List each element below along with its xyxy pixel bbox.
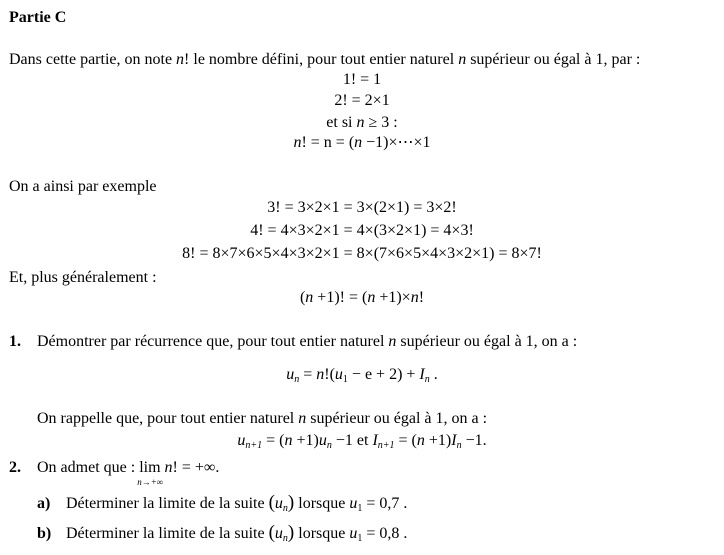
definition-1: 1! = 1 bbox=[342, 71, 382, 88]
example-8: 8! = 8×7×6×5×4×3×2×1 = 8×(7×6×5×4×3×2×1) = 8×7! bbox=[182, 245, 542, 262]
recall-paragraph: On rappelle que, pour tout entier naturel n supérieur ou égal à 1, on a : bbox=[37, 410, 488, 427]
recall-formula: $u_{n+1} = (n +1)u_n -1$ et $I_{n+1} = (n +1)I_n -1$. bbox=[237, 432, 487, 451]
definition-general: n! = n = (n −1)×⋯×1 bbox=[293, 134, 431, 151]
general-intro: Et, plus généralement : bbox=[9, 269, 157, 286]
example-3: 3! = 3×2×1 = 3×(2×1) = 3×2! bbox=[267, 199, 457, 216]
example-intro: On a ainsi par exemple bbox=[9, 178, 157, 195]
definition-condition: et si n ≥ 3 : bbox=[326, 114, 398, 131]
question-2a: a) Déterminer la limite de la suite $(u_n)$ lorsque $u_1 = 0,7$ . bbox=[37, 492, 408, 514]
question-2a-label: a) bbox=[37, 495, 51, 512]
general-formula: (n +1)! = (n +1)×n! bbox=[299, 289, 425, 306]
question-2-number: 2. bbox=[9, 459, 21, 476]
question-2b-label: b) bbox=[37, 525, 52, 542]
example-4: 4! = 4×3×2×1 = 4×(3×2×1) = 4×3! bbox=[250, 222, 474, 239]
intro-paragraph: Dans cette partie, on note n! le nombre défini, pour tout entier naturel n supérieur ou égal à 1, par : bbox=[9, 51, 641, 68]
question-2b: b) Déterminer la limite de la suite $(u_n)$ lorsque $u_1 = 0,8$ . bbox=[37, 522, 408, 544]
limit-operator: lim n→+∞ bbox=[137, 459, 164, 487]
definition-2: 2! = 2×1 bbox=[334, 92, 390, 109]
question-1-number: 1. bbox=[9, 333, 21, 350]
question-1-formula: $u_n = n!(u_1 - e + 2) + I_n$ . bbox=[286, 366, 438, 385]
section-title: Partie C bbox=[9, 9, 67, 26]
